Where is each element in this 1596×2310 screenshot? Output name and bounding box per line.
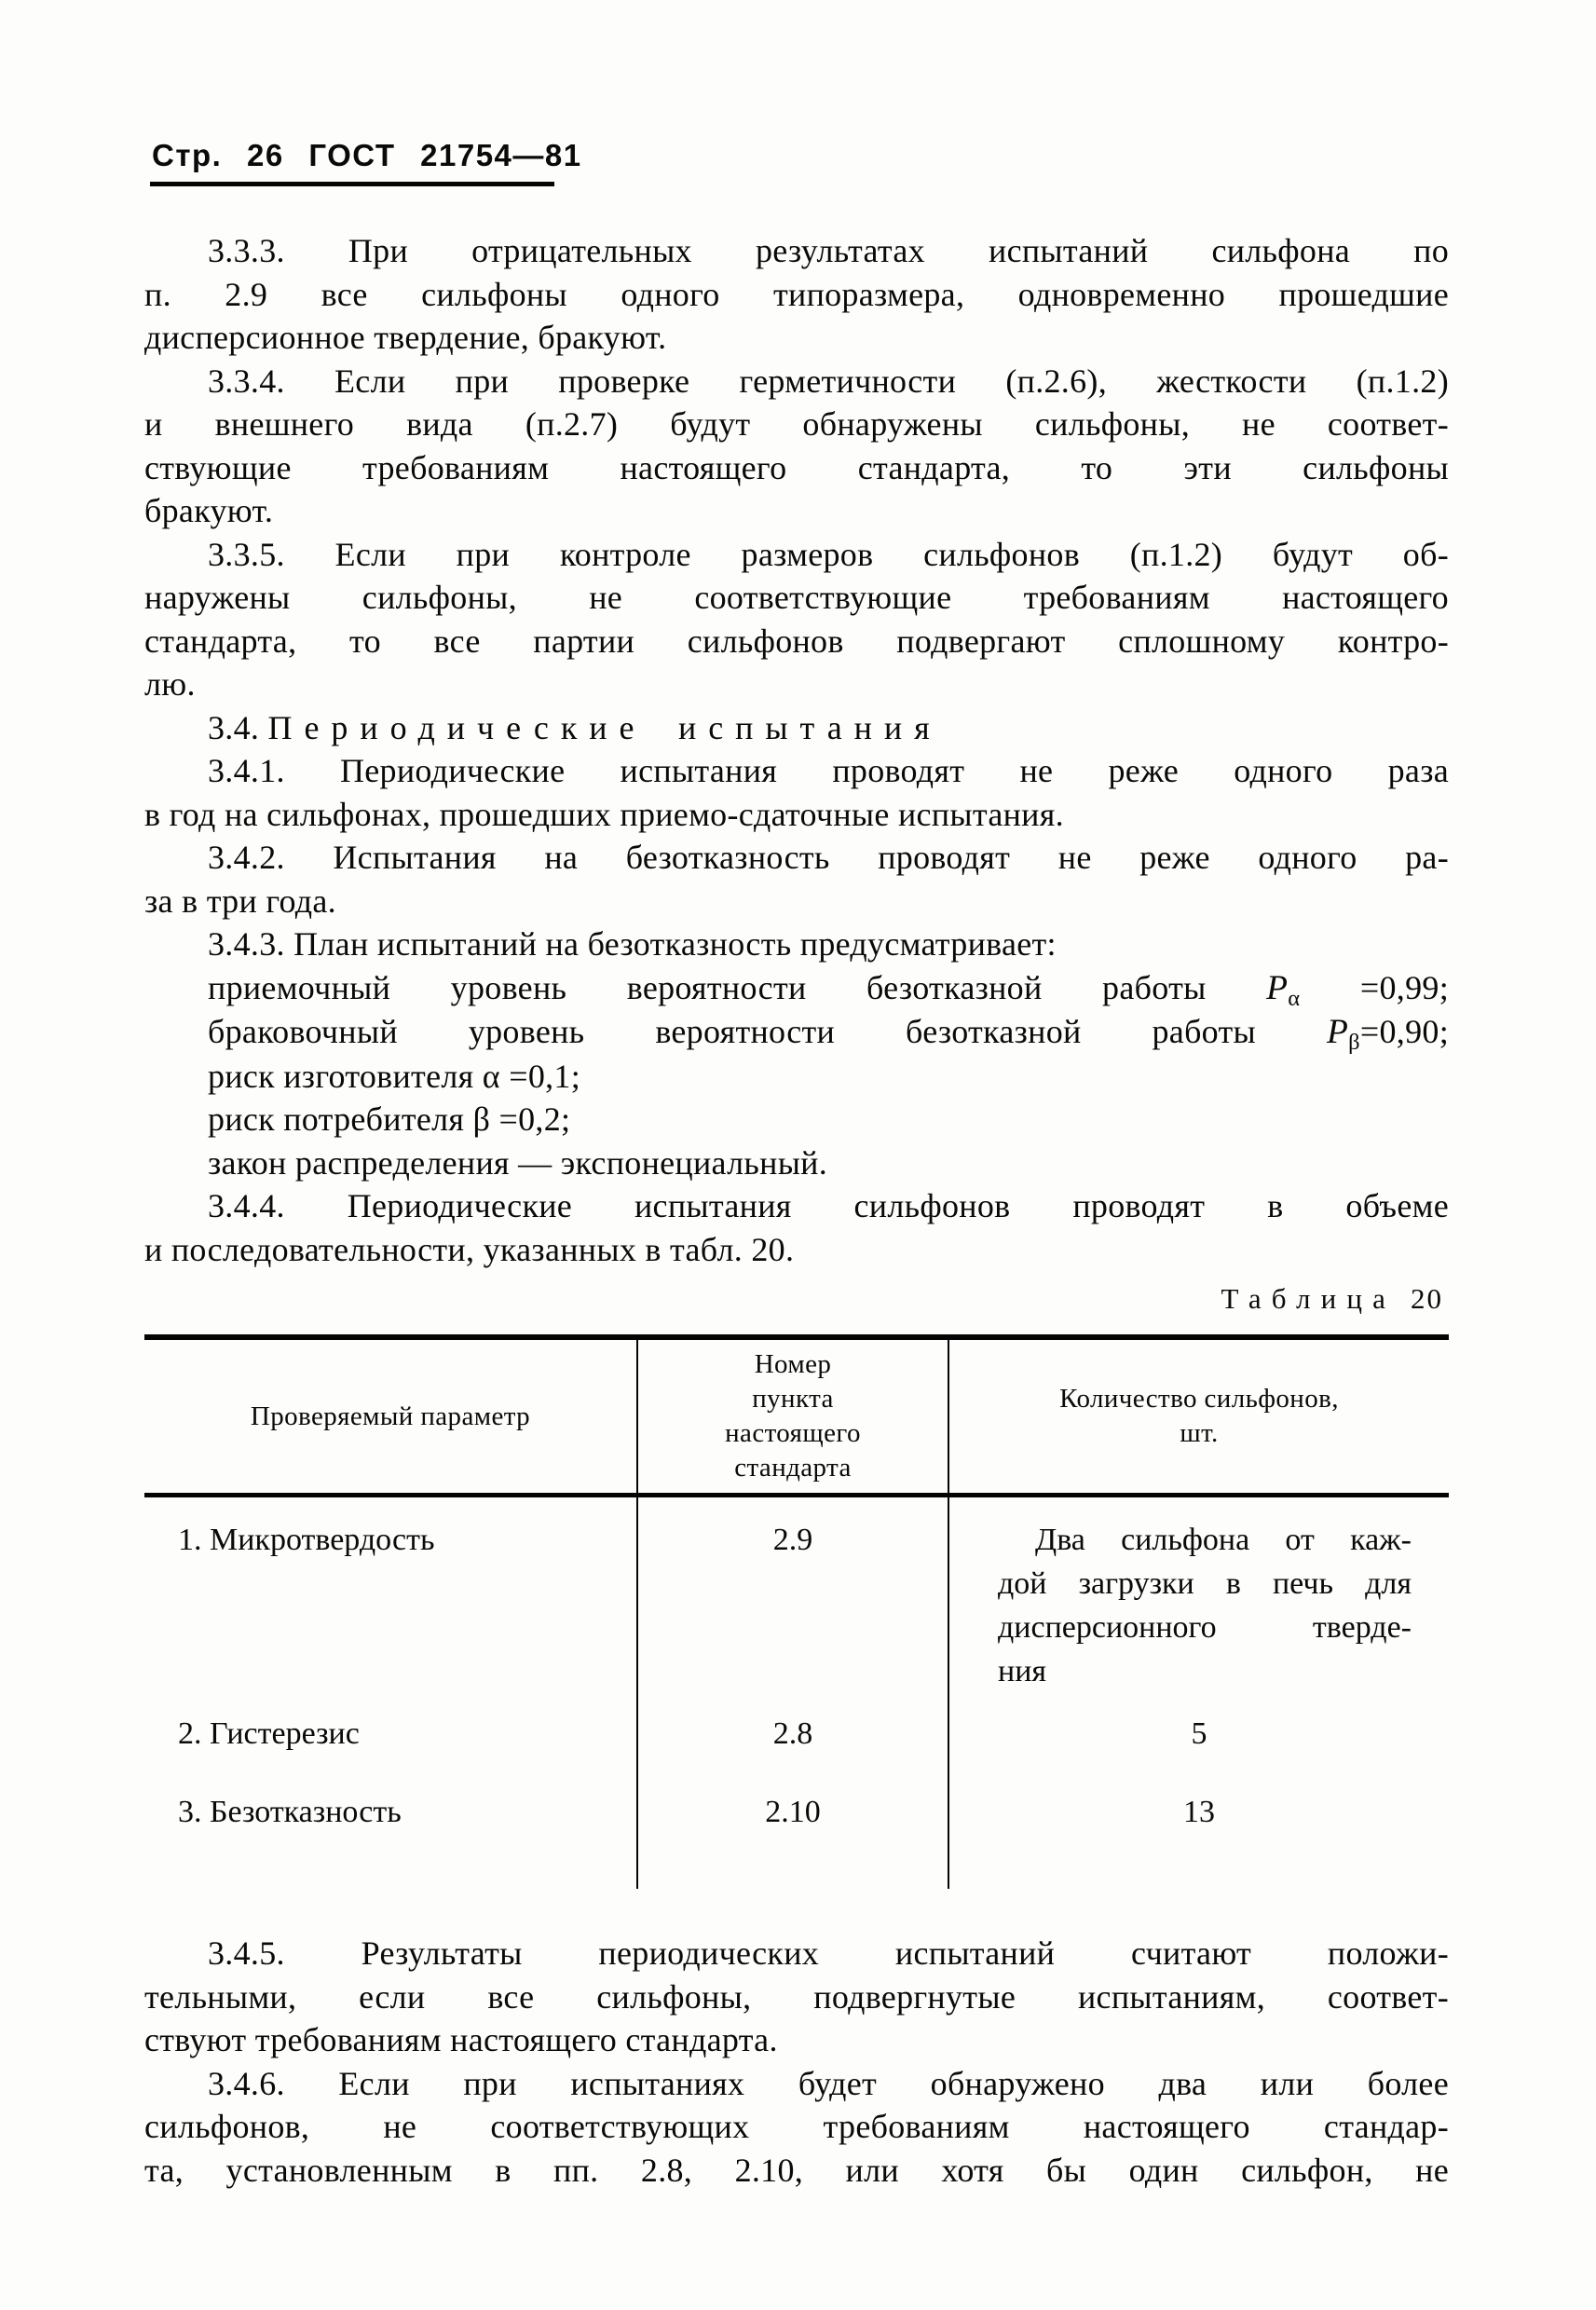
table-header-cell (144, 1340, 636, 1493)
text-line (144, 273, 1449, 317)
text-segment: риск потребителя β =0,2; (208, 1100, 571, 1138)
text-segment: 3.4.6. Если при испытаниях будет обнаружено два или более (208, 2064, 1449, 2102)
text-line (998, 1562, 1412, 1606)
paragraph (144, 1184, 1449, 1271)
text-line (144, 1975, 1449, 2019)
table-header-line: шт. (1180, 1418, 1219, 1448)
text-segment: стандарта, то все партии сильфонов подвергают сплошному контро- (144, 622, 1449, 660)
paragraph (144, 923, 1449, 966)
text-segment: закон распределения — экспонециальный. (208, 1143, 828, 1182)
table-caption-word: Таблица (1221, 1282, 1396, 1315)
text-segment: 3.4. (208, 708, 268, 746)
text-segment: лю. (144, 665, 196, 703)
table-header-line: Проверяемый параметр (250, 1401, 531, 1431)
text-segment: ния (998, 1654, 1047, 1688)
text-line (144, 446, 1449, 490)
table-cell-clause: 2.8 (636, 1691, 948, 1770)
text-segment: и внешнего вида (п.2.7) будут обнаружены сильфоны, не соответ- (144, 405, 1449, 443)
text-line (144, 749, 1449, 793)
text-line (144, 620, 1449, 663)
text-line (144, 1184, 1449, 1228)
text-line (144, 836, 1449, 880)
table-header-line: стандарта (734, 1453, 852, 1483)
paragraph (144, 2062, 1449, 2193)
text-line (144, 706, 1449, 750)
text-line (144, 880, 1449, 923)
paragraph (144, 966, 1449, 1185)
text-segment: сильфонов, не соответствующих требованиям настоящего стандар- (144, 2108, 1449, 2145)
text-line (144, 1055, 1449, 1099)
text-segment: та, установленным в пп. 2.8, 2.10, или хотя бы один сильфон, не (144, 2151, 1449, 2189)
table-cell-clause: 2.10 (636, 1770, 948, 1889)
text-line (998, 1649, 1412, 1693)
text-segment: P (1266, 968, 1289, 1007)
table-20 (144, 1334, 1449, 1889)
text-segment: Периодические испытания (267, 708, 942, 746)
text-segment: 3.4.5. Результаты периодических испытаний считают положи- (208, 1934, 1449, 1972)
paragraph (144, 533, 1449, 706)
text-segment: 3.4.2. Испытания на безотказность проводят не реже одного ра- (208, 839, 1449, 876)
text-segment: браковочный уровень вероятности безотказной работы (208, 1013, 1327, 1050)
text-segment: риск изготовителя α =0,1; (208, 1057, 581, 1095)
text-line (144, 1932, 1449, 1975)
text-segment: ствуют требованиям настоящего стандарта. (144, 2021, 778, 2058)
text-segment: P (1326, 1013, 1349, 1051)
table-caption-number: 20 (1411, 1282, 1443, 1315)
text-segment: α (1288, 985, 1301, 1011)
text-segment: в год на сильфонах, прошедших приемо-сдаточные испытания. (144, 795, 1064, 833)
table-cell-quantity (948, 1497, 1449, 1691)
paragraph (144, 706, 1449, 750)
text-line (144, 2062, 1449, 2106)
text-segment: 3.3.5. Если при контроле размеров сильфонов (п.1.2) будут об- (208, 535, 1449, 573)
text-line (144, 1010, 1449, 1055)
text-line (144, 360, 1449, 403)
table-header-line: Количество сильфонов, (1059, 1384, 1339, 1414)
text-line (144, 533, 1449, 577)
text-segment: 3.4.3. План испытаний на безотказность предусматривает: (208, 925, 1057, 963)
text-line (144, 489, 1449, 533)
text-segment: бракуют. (144, 492, 274, 529)
text-segment: наружены сильфоны, не соответствующие требованиям настоящего (144, 579, 1449, 616)
text-segment: 3.3.3. При отрицательных результатах испытаний сильфона по (208, 232, 1449, 269)
text-line (144, 229, 1449, 273)
text-segment: дисперсионное твердение, бракуют. (144, 319, 667, 356)
table-cell-parameter: 3. Безотказность (178, 1795, 402, 1829)
table-cell-parameter: 2. Гистерезис (178, 1716, 360, 1751)
text-segment: =0,90; (1359, 1013, 1449, 1050)
body-text-top (144, 229, 1449, 1271)
text-line (144, 1098, 1449, 1141)
table-caption (144, 1280, 1449, 1318)
text-line (144, 2105, 1449, 2149)
text-segment: дисперсионного тверде- (998, 1610, 1412, 1645)
text-line (144, 663, 1449, 706)
text-segment: β (1348, 1029, 1360, 1055)
header-rule (150, 182, 554, 186)
text-segment: тельными, если все сильфоны, подвергнутые испытаниям, соответ- (144, 1977, 1449, 2016)
text-line (998, 1518, 1412, 1562)
paragraph (144, 749, 1449, 836)
table-cell-parameter: 1. Микротвердость (178, 1523, 435, 1557)
text-line (144, 793, 1449, 837)
text-line (144, 1228, 1449, 1272)
page-header (144, 138, 1449, 186)
table-header-row (144, 1340, 1449, 1493)
text-line (144, 1141, 1449, 1185)
text-line (144, 403, 1449, 446)
paragraph (144, 836, 1449, 923)
table-cell-clause: 2.9 (636, 1497, 948, 1691)
text-segment: 3.4.1. Периодические испытания проводят не реже одного раза (208, 752, 1449, 789)
text-line (144, 2018, 1449, 2062)
text-segment: п. 2.9 все сильфоны одного типоразмера, одновременно прошедшие (144, 275, 1449, 313)
body-text-bottom (144, 1932, 1449, 2192)
text-line (144, 576, 1449, 620)
text-line (144, 316, 1449, 360)
table-header-cell (948, 1340, 1449, 1493)
text-line (998, 1606, 1412, 1649)
table-header-line: Номер (754, 1349, 832, 1379)
table-cell-quantity: 13 (948, 1770, 1449, 1889)
text-line (144, 966, 1449, 1011)
table-header-cell (636, 1340, 948, 1493)
text-segment: 3.4.4. Периодические испытания сильфонов проводят в объеме (208, 1187, 1449, 1224)
text-segment: ствующие требованиям настоящего стандарта, то эти сильфоны (144, 448, 1449, 486)
text-line (144, 2149, 1449, 2193)
text-segment: дой загрузки в печь для (998, 1566, 1412, 1601)
paragraph (144, 1932, 1449, 2062)
text-line (144, 923, 1449, 966)
table-header-line: настоящего (725, 1418, 861, 1448)
table-cell-quantity: 5 (948, 1691, 1449, 1770)
page-header-title: Стр. 26 ГОСТ 21754—81 (152, 138, 582, 172)
text-segment: Два сильфона от каж- (1035, 1523, 1412, 1557)
table-body (144, 1497, 1449, 1889)
text-segment: за в три года. (144, 882, 336, 920)
text-segment: =0,99; (1300, 968, 1449, 1006)
text-segment: приемочный уровень вероятности безотказной работы (208, 968, 1267, 1006)
paragraph (144, 229, 1449, 360)
table-header-line: пункта (752, 1384, 834, 1414)
page-content (144, 138, 1449, 2192)
text-segment: и последовательности, указанных в табл. 20. (144, 1230, 795, 1268)
paragraph (144, 360, 1449, 533)
text-segment: 3.3.4. Если при проверке герметичности (п.2.6), жесткости (п.1.2) (208, 362, 1449, 400)
